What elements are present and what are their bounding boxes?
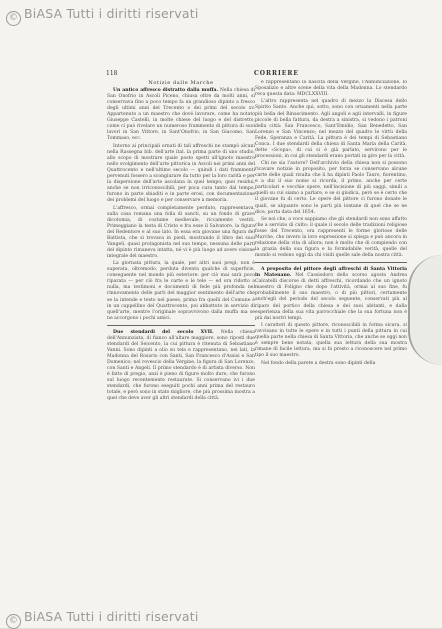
right-paragraph: L'altro rappresenta nel quadro di mezzo la Discesa dello Spirito Santo. Anche qui, sotto, sono con ornamenti nella parte più bella del Rinascimento. Agli angoli e agli intervalli, in figure piccole di bella fattura, da destra a sinistra, si vedono i patroni della città: San Francesco, Sant'Emidio, San Benedetto, San Lorenzo e San Vincenzo; nel mezzo del quadro le virtù della Fede, Speranza e Carità. La pittura è dei tempi di Sebastiano Conca. I due stendardi della chiesa di Santa Maria della Carità, dette «Scopa», di cui si è già parlato, servirono per le processioni, in cui gli stendardi erano portati in giro per la città.: [255, 99, 407, 159]
watermark-text: BiASA Tutti i diritti riservati: [24, 609, 199, 624]
section-title: Notizie dalle Marche: [148, 80, 214, 86]
article-3-paragraph: I caratteri di questo pittore, riconoscibili in forma sicura, si ravvisano in tutte le opere e in tutti i punti della pittura in cui quella parte nella chiesa di Santa Vittoria, che anche se oggi non è sempre bene notata, quella sua lettura della sua mostra rimane di facile lettura, ma si fa presto a riconoscere nel primo tipo il suo maestro.: [255, 322, 407, 359]
article-1-paragraph: [107, 88, 255, 142]
left-column: [107, 80, 255, 550]
copyright-logo-icon: ©: [6, 11, 21, 26]
article-1-text: Nella chiesa di San Onofrio in Ascoli Piceno, chiusa oltre da molti anni, si conservava fino a poco tempo fa un grandioso dipinto a fresco degli ultimi anni del Trecento o dei primi del secolo xv. Appartenuto a un maestro che dové lavorare, come ha notato Giuseppe Castelli, in molte chiese del luogo e del distretto, come ci può rivelare un numeroso frammento di pittura di suoi lavori in San Vittore, in Sant'Onofrio, in San Giacomo, San Tommaso, ecc.: [107, 88, 255, 142]
article-3-paragraph: Nel fondo della parete a destra sono dipinti della: [261, 360, 376, 366]
article-3-title: A proposito del pittore degli affreschi di Santa Vittoria in Matenano.: [255, 267, 407, 279]
article-1-title: Un antico affresco distratto dalla muffa.: [113, 88, 219, 94]
article-1-paragraph: Intorno ai principali ornati di tali affreschi ne stampò alcuni nella Rassegna bib. dell'arte ital. la prima parte di uno studio, allo scopo di mostrare quale posto spetti all'ignoto maestro nello svolgimento dell'arte pittorica in Ascoli nei primi anni del Quattrocento e nell'ultimo secolo — quindi i dati frammenti pervenuti fossero a scongiurare da tutto per la loro rarità e per la dispersione dell'arte ascolana in quel tempo; quei residui, anche se non irriconoscibili, per poca cura tanto dal tempo, furono in parte sbiaditi e in parte erosi, con documentazione dei problemi del luogo e per conservare a memoria.: [107, 143, 255, 204]
article-3-text: Nel Cassiodoro dello scorso agosto Andrea Calcatelli discorse di detti affreschi, ricordando che un ignoto maestro di Foligno che dopo l'attività, ormai al suo fine, fu probabilmente il suo maestro, o di più pittori, certamente anch'egli del periodo del secolo seguente, conservati più al riparo del portico della chiesa e dei suoi abitanti, e dalla esperienza della sua vita parrocchiale che la sua fortuna non è più dai nostri tempi.: [255, 273, 407, 321]
watermark-top: [6, 6, 199, 26]
running-head: CORRIERE: [254, 70, 299, 77]
divider: [255, 262, 407, 263]
copyright-logo-icon: ©: [6, 614, 21, 629]
article-3-paragraph: [255, 267, 407, 321]
article-2-paragraph: [107, 330, 255, 403]
right-paragraph: Chi ne sia l'autore? Dell'archivio della chiesa non si possono ricavare notizie in proposito, per forza se conservano alcune carte delle quali risulta che li ha dipinti Paolo Tauro, fiorentino, e a dui il suo nome si ricorda, il primo, anche per certe particolari e vecchie opere, nell'incisione di più saggi, simili a quelli su cui siamo a parlare, e se si giudica, però se è certo che il giovane fu di certo. Le opere del pittore ci furono donate le quali, se alquanto sono le parti più lontane di quel che se ne dice, porta data del 1654.: [255, 161, 407, 215]
right-paragraph: Se noi che, a voce sappiamo che gli stendardi non sono affatto che a servizio di culto: il quale il secolo delle tradizioni religiose fosse del Trecento, ora rappresenti le forme gloriose delle Marche, che invero la loro espressione si spiega e può ancora in relazione della vita di allora; non è molto che di compiendo con la grazia della sua figura e la formidabile verità, quelle del mondo si vedono oggi da chi visiti quelle sale della nostra città.: [255, 216, 407, 259]
article-2-text: Nella chiesa dell'Annunziata, di fianco all'altare maggiore, sono riposti due stendardi del Seicento, la cui pittura è ritenuta di Sebastiano Vanni. Sono dipinti a olio su tela e rappresentano, nei lati, la Madonna del Rosario con Santi, San Francesco d'Assisi e San Domenico; nel rovescio della Vergine, la figura di San Lorenzo, con Santi e Angeli. Il primo stendardo è di artista diverso. Non è fatto di pregio, anzi è pieno di figure molto dure, che furono sul luogo recentemente restaurate. Si conservano ivi i due stendardi, che furono eseguiti pochi anni prima del restauro totale, e però sono in stato migliore, che più prossima mostra a quel che deve aver gli altri stendardi della città.: [107, 329, 255, 402]
library-stamp: [408, 255, 442, 365]
page-number: 118: [106, 70, 118, 77]
article-2-title: Due stendardi del secolo XVII.: [113, 329, 214, 335]
article-1-paragraph: L'affresco, ormai completamente perduto, rappresentava, sulla casa romana una folla di sancti, su un fondo di grave dicotomia, di costume medievale, riccamente vestiti. Primeggiano la testa di Cristo e fra esse il Salvatore, la figura del Redentore e al suo lato. In essa era giovane una figura del Battista, che si trovava in piedi, mostrando il libro dei suoi Vangeli, quasi protagonista nel suo tempo, nessuna delle parti del dipinto rimaneva intatta, né vi è più luogo ad avere visione integrale del maestro.: [107, 205, 255, 259]
right-column: [255, 80, 407, 550]
right-paragraph: e rappresentano la nascita della Vergine, l'Annunciazione, lo Sposalizio e altre scene della vita della Madonna. Lo stendardo reca questa data: MDCLXXVIII.: [255, 80, 407, 98]
watermark-text: BiASA Tutti i diritti riservati: [24, 6, 199, 21]
watermark-bottom: [6, 609, 199, 629]
article-1-paragraph: La giornata pittura, la quale, per altri suoi pregi, non è superata, oltremodo, perduta diventa qualche di superficie, conseguente nel mondo più esteriore: per ciò mai sarà poco riparata — per ciò fra le carte e le tele — ed ora ridotto a nulla, ma testimoni e documenti di fede più profonda nel rinnovamento delle parti del maggior sentimento dell'arte che se la intende e testo nel paese, prima fra quelli del Comune è in un cappellino del Quattrocento, poi abbattuto in servizio di quell'arte, mentre l'originale sopravvivono dalla muffa ma se ne accorgono i pochi amici.: [107, 261, 255, 321]
divider: [107, 325, 255, 326]
